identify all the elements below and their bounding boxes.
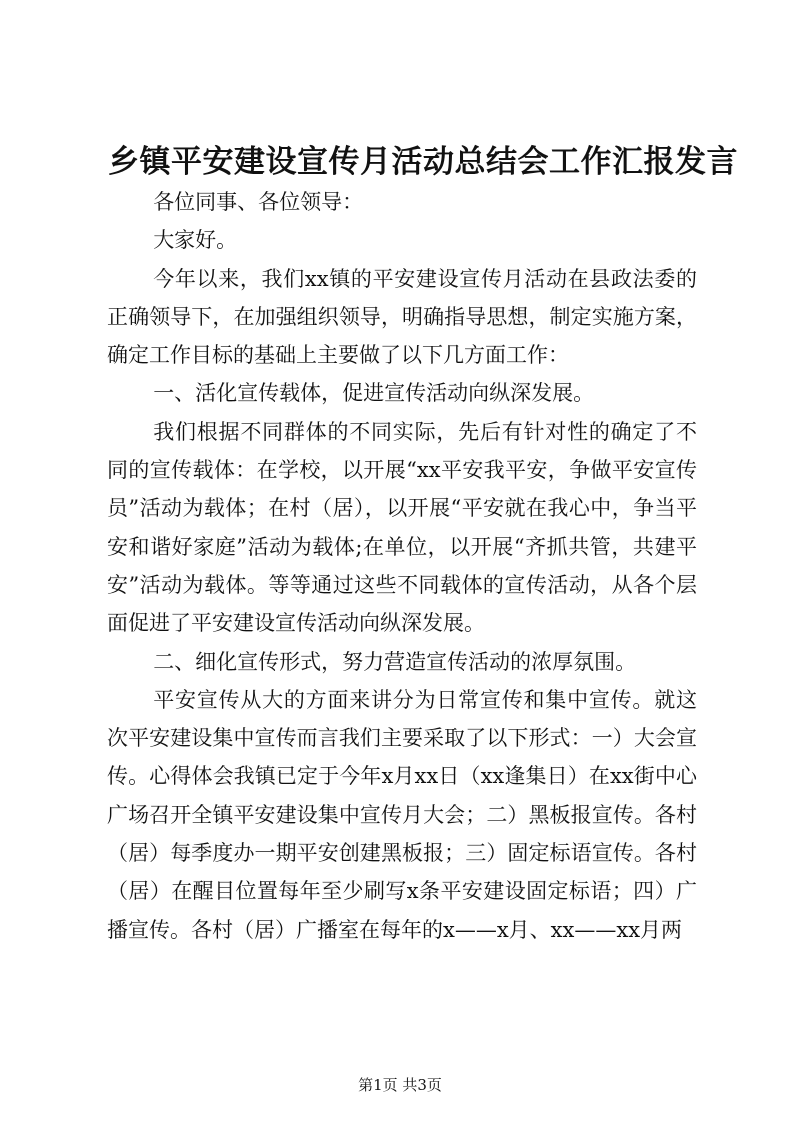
paragraph-intro: 今年以来，我们xx镇的平安建设宣传月活动在县政法委的正确领导下，在加强组织领导，明确指导思想，制定实施方案，确定工作目标的基础上主要做了以下几方面工作： xyxy=(107,266,697,368)
section-heading-2: 二、细化宣传形式，努力营造宣传活动的浓厚氛围。 xyxy=(153,649,637,674)
paragraph-hello: 大家好。 xyxy=(153,228,238,253)
document-title: 乡镇平安建设宣传月活动总结会工作汇报发言 xyxy=(108,144,738,180)
paragraph-section-1: 我们根据不同群体的不同实际，先后有针对性的确定了不同的宣传载体：在学校，以开展“xx平安我平安，争做平安宣传员”活动为载体；在村（居），以开展“平安就在我心中，争当平安和谐好家庭”活动为载体;在单位，以开展“齐抓共管，共建平安”活动为载体。等等通过这些不同载体的宣传活动，从各个层面促进了平安建设宣传活动向纵深发展。 xyxy=(107,419,697,636)
document-body xyxy=(107,183,697,949)
paragraph-greeting: 各位同事、各位领导： xyxy=(153,190,364,214)
paragraph-section-2: 平安宣传从大的方面来讲分为日常宣传和集中宣传。就这次平安建设集中宣传而言我们主要采取了以下形式：一）大会宣传。心得体会我镇已定于今年x月xx日（xx逢集日）在xx街中心广场召开全镇平安建设集中宣传月大会；二）黑板报宣传。各村（居）每季度办一期平安创建黑板报；三）固定标语宣传。各村（居）在醒目位置每年至少刷写x条平安建设固定标语；四）广播宣传。各村（居）广播室在每年的x——x月、xx——xx月两 xyxy=(107,687,697,942)
page-footer: 第1页 共3页 xyxy=(358,1076,442,1094)
section-heading-1: 一、活化宣传载体，促进宣传活动向纵深发展。 xyxy=(153,381,595,406)
